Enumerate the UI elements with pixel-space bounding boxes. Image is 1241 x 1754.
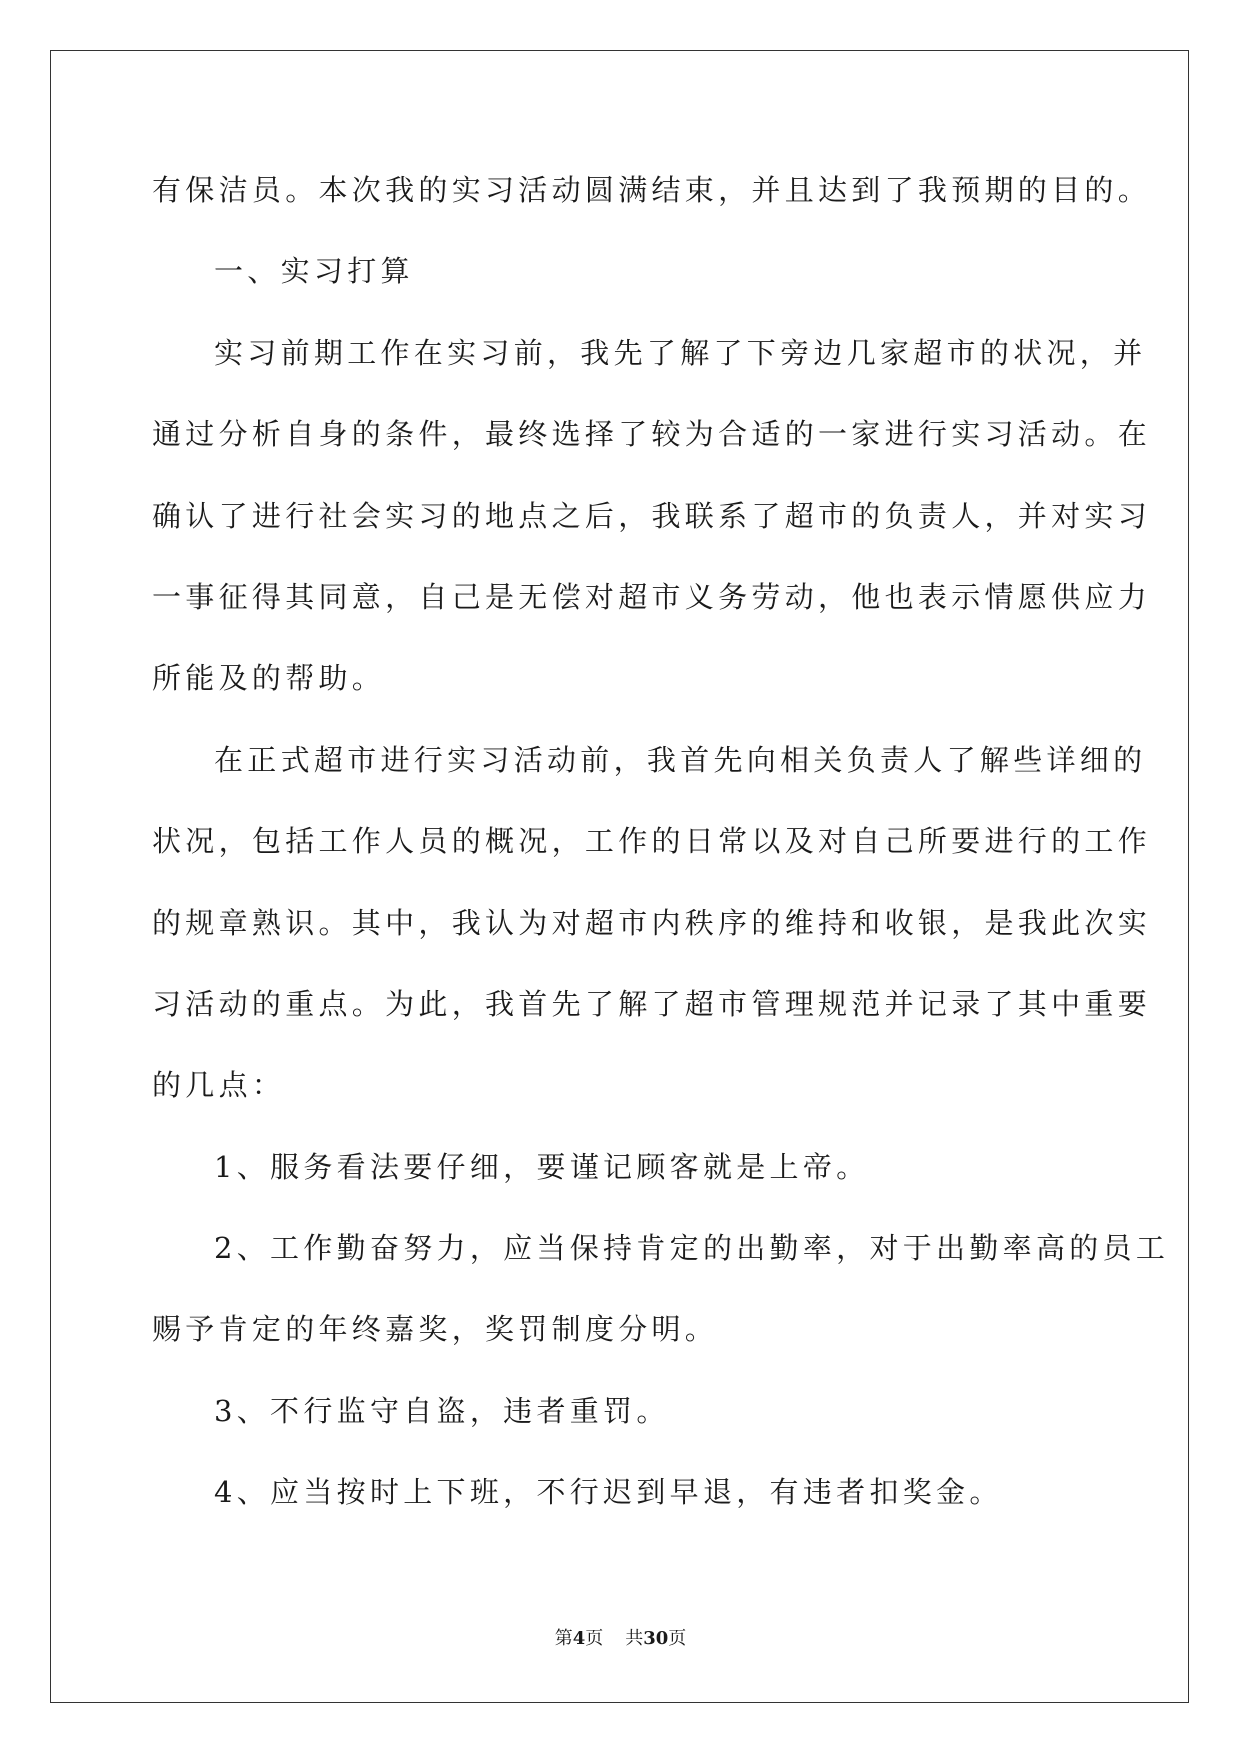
footer-total-suffix: 页 (668, 1628, 687, 1649)
text-line-12: 的几点： (152, 1068, 286, 1103)
current-page-number: 4 (572, 1628, 586, 1649)
footer-total-prefix: 共 (625, 1628, 644, 1649)
text-line-3: 实习前期工作在实习前，我先了解了下旁边几家超市的状况，并 (214, 335, 1147, 370)
section-heading: 一、实习打算 (214, 254, 414, 289)
text-line-6: 一事征得其同意，自己是无偿对超市义务劳动，他也表示情愿供应力 (152, 579, 1152, 614)
text-line-8: 在正式超市进行实习活动前，我首先向相关负责人了解些详细的 (214, 742, 1147, 777)
text-line-1: 有保洁员。本次我的实习活动圆满结束，并且达到了我预期的目的。 (152, 173, 1152, 207)
text-line-9: 状况，包括工作人员的概况，工作的日常以及对自己所要进行的工作 (152, 824, 1152, 859)
list-item-4: 4、应当按时上下班，不行迟到早退，有违者扣奖金。 (214, 1475, 1003, 1510)
total-page-count: 30 (643, 1628, 669, 1649)
footer-prefix: 第 (554, 1628, 573, 1649)
list-item-2: 2、工作勤奋努力，应当保持肯定的出勤率，对于出勤率高的员工 (214, 1231, 1170, 1266)
list-item-3: 3、不行监守自盗，违者重罚。 (214, 1393, 670, 1428)
text-line-4: 通过分析自身的条件，最终选择了较为合适的一家进行实习活动。在 (152, 417, 1152, 452)
list-item-1: 1、服务看法要仔细，要谨记顾客就是上帝。 (214, 1149, 870, 1184)
list-item-2-continued: 赐予肯定的年终嘉奖，奖罚制度分明。 (152, 1312, 719, 1347)
text-line-7: 所能及的帮助。 (152, 661, 386, 696)
document-body (152, 160, 1170, 1544)
text-line-5: 确认了进行社会实习的地点之后，我联系了超市的负责人，并对实习 (152, 498, 1152, 533)
page-footer (0, 1624, 1241, 1650)
footer-page-suffix: 页 (585, 1628, 604, 1649)
text-line-10: 的规章熟识。其中，我认为对超市内秩序的维持和收银，是我此次实 (152, 905, 1152, 940)
text-line-11: 习活动的重点。为此，我首先了解了超市管理规范并记录了其中重要 (152, 986, 1152, 1021)
